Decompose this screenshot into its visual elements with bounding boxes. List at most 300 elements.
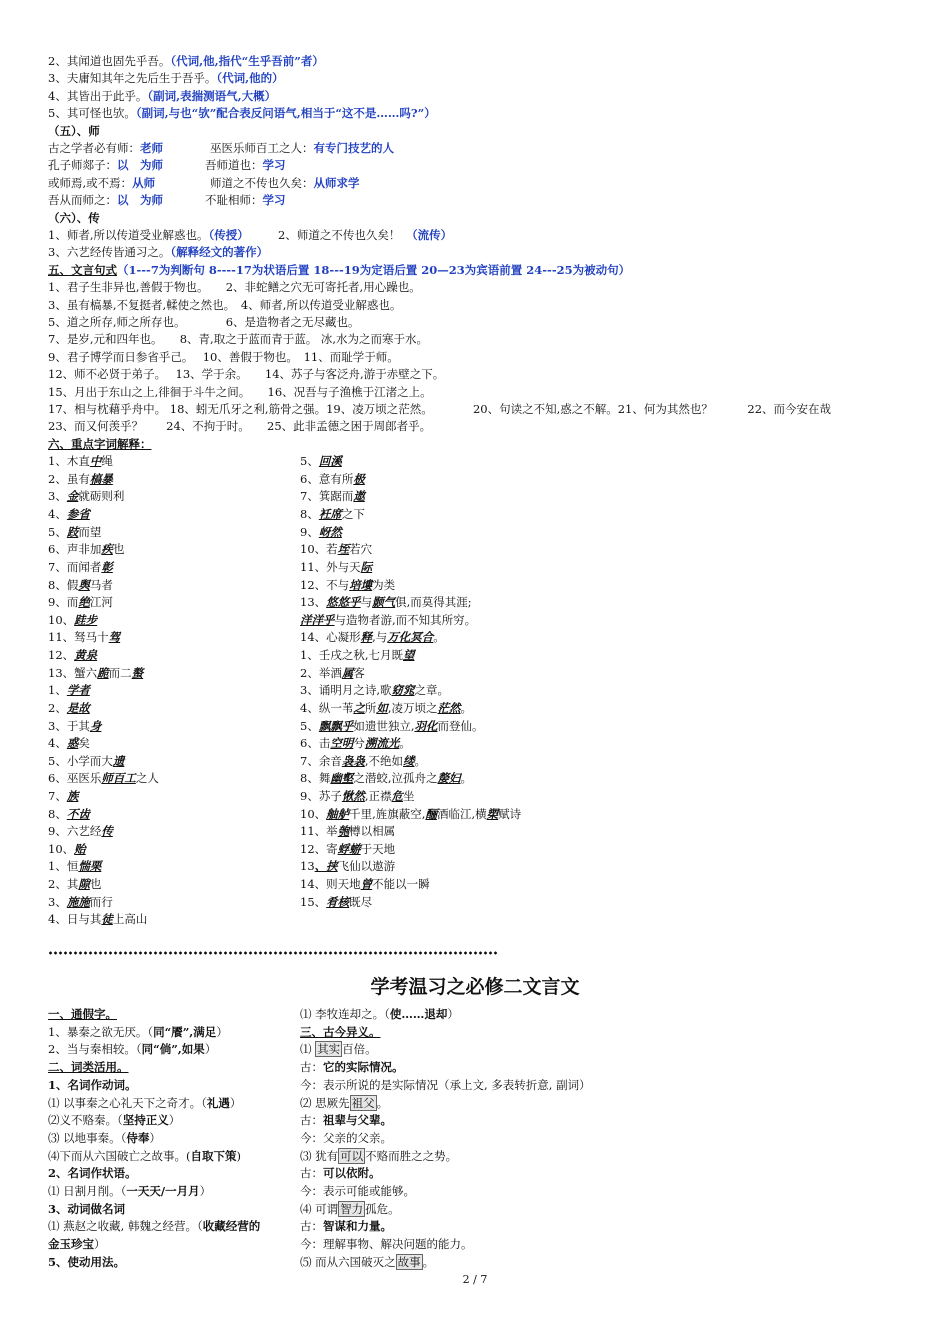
keyword: 黄泉 bbox=[74, 648, 98, 663]
keyword-context: 9、而 bbox=[48, 595, 79, 610]
shi-row-b bbox=[210, 140, 394, 157]
section2-tail: ） bbox=[94, 1237, 106, 1252]
keyword-item bbox=[300, 471, 365, 488]
keyword-context: 之人 bbox=[135, 771, 159, 786]
keyword-context: 12、寄 bbox=[300, 841, 338, 856]
section2-text: 古： bbox=[300, 1219, 323, 1234]
keyword-item bbox=[48, 718, 101, 735]
keyword-item bbox=[300, 453, 342, 470]
keyword-context: 1、木直 bbox=[48, 454, 90, 469]
keyword-context: 3、于其 bbox=[48, 718, 90, 733]
keyword: 参省 bbox=[66, 507, 90, 522]
keyword-context: 矣 bbox=[78, 736, 90, 751]
keyword-context: 所 bbox=[364, 700, 377, 715]
section2-tail: ） bbox=[149, 1130, 161, 1145]
keyword-item bbox=[300, 735, 411, 752]
keyword-context: 4、 bbox=[48, 736, 67, 751]
section2-text: 3、动词做名词 bbox=[48, 1201, 126, 1216]
keyword: 幽壑 bbox=[330, 771, 354, 786]
usage-note: （代词,他,指代“生乎吾前”者） bbox=[170, 54, 324, 68]
keyword-item bbox=[48, 735, 90, 752]
keyword-context: 也 bbox=[89, 877, 102, 892]
keyword-context: 3、 bbox=[48, 894, 67, 909]
keyword-context: 6、击 bbox=[300, 736, 331, 751]
keyword-item bbox=[48, 453, 113, 470]
section2-text: 金玉珍宝 bbox=[48, 1237, 94, 1252]
keyword-context: 10、 bbox=[48, 612, 75, 627]
shi-example: 孔子师郯子： bbox=[48, 158, 117, 173]
section2-line bbox=[48, 1112, 180, 1129]
section2-text: 今：父亲的父亲。 bbox=[300, 1130, 392, 1145]
keyword-context: 江河 bbox=[89, 595, 113, 610]
section2-tail: ） bbox=[199, 1184, 212, 1198]
section2-tail: ） bbox=[229, 1095, 242, 1110]
section2-text: 古： bbox=[300, 1166, 323, 1181]
section2-text: 今：表示可能或能够。 bbox=[300, 1184, 415, 1198]
section2-line bbox=[48, 1130, 161, 1147]
shi-example: 或师焉,或不焉： bbox=[48, 175, 133, 190]
section2-line bbox=[300, 1201, 400, 1218]
usage-line bbox=[48, 70, 284, 87]
keyword-context: 兮 bbox=[353, 736, 365, 751]
sentence-line bbox=[48, 279, 421, 296]
keyword: 遗 bbox=[112, 753, 125, 768]
keyword-item bbox=[48, 700, 90, 717]
keyword-item bbox=[300, 806, 521, 823]
keyword-context: 5、 bbox=[300, 454, 319, 469]
keyword: 之 bbox=[353, 700, 365, 715]
keyword: 遨 bbox=[353, 489, 365, 504]
keyword-item bbox=[300, 858, 395, 875]
keyword: 惴栗 bbox=[78, 859, 102, 874]
keyword-context: 2、举酒 bbox=[300, 665, 342, 680]
keyword-item bbox=[300, 823, 395, 840]
keyword: 绝 bbox=[78, 595, 90, 610]
keyword-context: 若穴 bbox=[349, 542, 373, 557]
highlighted-term: 其实 bbox=[317, 1042, 341, 1057]
section2-tail: 。 bbox=[376, 1095, 389, 1110]
chuan-line bbox=[278, 227, 452, 244]
section2-line bbox=[48, 1006, 117, 1023]
keyword-context: 5、 bbox=[48, 524, 67, 539]
sentence-line bbox=[48, 384, 432, 401]
keyword: 溯流光 bbox=[364, 736, 400, 751]
section2-text: 古： bbox=[300, 1113, 323, 1128]
keyword-context: 如遗世独立, bbox=[353, 718, 415, 733]
keyword-item bbox=[300, 647, 414, 664]
section2-text: ⑷下而从六国破亡之故事。( bbox=[48, 1148, 191, 1163]
section-heading bbox=[48, 210, 100, 227]
section2-text: ⑶ 以地事秦。（ bbox=[48, 1130, 127, 1145]
sentence-line bbox=[48, 366, 444, 383]
keyword: 槊 bbox=[486, 806, 499, 821]
keyword-item bbox=[300, 559, 372, 576]
keyword-item bbox=[48, 524, 101, 541]
keyword-context: 。 bbox=[399, 736, 411, 751]
keyword-item bbox=[300, 718, 483, 735]
keyword-item bbox=[300, 524, 342, 541]
keyword-context: 俱,而莫得其涯; bbox=[395, 595, 472, 610]
section2-answer: 侍奉 bbox=[126, 1130, 150, 1145]
keyword-context: 9、苏子 bbox=[300, 788, 342, 803]
keyword: 缕 bbox=[402, 753, 415, 768]
section2-line bbox=[300, 1077, 591, 1094]
keyword-context: 而望 bbox=[78, 524, 102, 539]
section2-line bbox=[300, 1024, 381, 1041]
keyword-item bbox=[300, 788, 414, 805]
keyword-context: 1、恒 bbox=[48, 859, 79, 874]
usage-sentence: 3、夫庸知其年之先后生于吾乎。 bbox=[48, 71, 217, 86]
keyword: 跂 bbox=[66, 524, 79, 539]
section2-line bbox=[48, 1254, 125, 1271]
sentence-line bbox=[48, 314, 360, 331]
section-heading bbox=[48, 123, 100, 140]
section2-text: ⑴ 李牧连却之。（ bbox=[300, 1007, 390, 1021]
keyword: 徒 bbox=[101, 912, 113, 927]
shi-answer: 学习 bbox=[262, 158, 286, 173]
keyword: 窈窕 bbox=[391, 683, 415, 698]
section2-line bbox=[300, 1006, 459, 1023]
keyword-context: 6、意有所 bbox=[300, 471, 354, 486]
keyword-context: 10、 bbox=[300, 806, 327, 821]
section2-answer: 它的实际情况。 bbox=[323, 1060, 404, 1075]
sentence-note: （1---7为判断句 8----17为状语后置 18---19为定语后置 20—23为宾语前置 24---25为被动句） bbox=[117, 262, 631, 277]
keyword: 舳舻 bbox=[326, 806, 350, 821]
sentence-text: 23、而又何羡乎？ 24、不拘于时。 25、此非孟德之困于周郎者乎。 bbox=[48, 419, 432, 434]
keyword-context: 赋诗 bbox=[498, 806, 522, 821]
heading-text: 五、文言句式 bbox=[48, 262, 117, 277]
keyword: 身 bbox=[89, 718, 102, 733]
chuan-example: 3、六艺经传皆通习之。 bbox=[48, 245, 171, 260]
keyword: 际 bbox=[360, 559, 373, 574]
keyword-context: 11、外与天 bbox=[300, 559, 361, 574]
section2-line bbox=[300, 1218, 392, 1235]
keyword-context: 7、 bbox=[48, 788, 67, 803]
sentence-text: 15、月出于东山之上,徘徊于斗牛之间。 16、况吾与子渔樵于江渚之上。 bbox=[48, 384, 432, 399]
keyword-context: 坐 bbox=[402, 788, 415, 803]
keyword: 酾 bbox=[425, 806, 437, 821]
chuan-line bbox=[48, 244, 268, 261]
section2-text: ⑴ 以事秦之心礼天下之奇才。（ bbox=[48, 1095, 207, 1110]
keyword: 望 bbox=[402, 648, 415, 663]
keyword-item bbox=[48, 665, 143, 682]
shi-row-a bbox=[48, 192, 163, 209]
section2-text: ⑴ 燕赵之收藏, 韩魏之经营。（ bbox=[48, 1219, 203, 1234]
keyword-context: 上高山 bbox=[112, 912, 148, 927]
keyword-item bbox=[48, 594, 113, 611]
sentence-text: 3、虽有槁暴,不复挺者,輮使之然也。 4、师者,所以传道受业解惑也。 bbox=[48, 297, 402, 312]
keyword-context: 也 bbox=[112, 542, 125, 557]
section2-line bbox=[48, 1077, 137, 1094]
sentence-text: 1、君子生非异也,善假于物也。 2、非蛇鳝之穴无可寄托者,用心躁也。 bbox=[48, 280, 421, 295]
keyword-context: 2、虽有 bbox=[48, 471, 90, 486]
keyword-context: 3、 bbox=[48, 489, 67, 504]
keyword-item bbox=[48, 629, 120, 646]
keyword-context: 7、而闻者 bbox=[48, 559, 102, 574]
section2-answer: 同“餍”,满足 bbox=[153, 1024, 217, 1039]
keyword-context: 1、壬戌之秋,七月既 bbox=[300, 648, 403, 663]
keyword-item bbox=[48, 559, 113, 576]
section2-line bbox=[300, 1130, 392, 1147]
section2-text: ⑵义不赂秦。（ bbox=[48, 1113, 123, 1128]
section2-tail: ） bbox=[447, 1007, 459, 1021]
keyword-item bbox=[48, 806, 90, 823]
shi-example: 吾师道也： bbox=[205, 158, 263, 173]
keyword: 属 bbox=[341, 665, 354, 680]
keyword: 嫠妇 bbox=[437, 771, 461, 786]
usage-note: （副词,与也“欤”配合表反问语气,相当于“这不是……吗?”） bbox=[135, 106, 436, 121]
keyword-context: 10、 bbox=[48, 841, 75, 856]
keyword-item bbox=[48, 488, 124, 505]
shi-answer: 有专门技艺的人 bbox=[313, 141, 394, 155]
keyword-context: 15、 bbox=[300, 894, 327, 909]
keyword-context: 6、声非加 bbox=[48, 542, 102, 557]
keyword: 如 bbox=[376, 700, 388, 715]
keyword-context: 5、 bbox=[300, 718, 319, 733]
keyword: 、挟 bbox=[314, 859, 338, 874]
keyword-item bbox=[48, 770, 159, 787]
keyword-item bbox=[300, 488, 365, 505]
chuan-example: 2、师道之不传也久矣！ bbox=[278, 228, 401, 242]
keyword-context: 。 bbox=[433, 630, 445, 645]
shi-row-a bbox=[48, 140, 163, 157]
keyword: 槁暴 bbox=[89, 471, 113, 486]
keyword-item bbox=[48, 841, 86, 858]
shi-row-a bbox=[48, 175, 155, 192]
keyword: 师百工 bbox=[101, 771, 136, 786]
section2-answer: 一天天/一月月 bbox=[126, 1184, 200, 1198]
keyword-context: 绳 bbox=[101, 454, 113, 469]
chuan-example: 1、师者,所以传道受业解惑也。 bbox=[48, 228, 209, 242]
keyword: 跪 bbox=[97, 665, 109, 680]
keyword-context: 。 bbox=[414, 753, 426, 768]
keyword-context: 马者 bbox=[89, 577, 113, 592]
keyword-item bbox=[300, 594, 472, 611]
usage-note: （副词,表揣测语气,大概） bbox=[147, 88, 277, 103]
keyword: 跬步 bbox=[74, 612, 98, 627]
keyword-item bbox=[300, 541, 372, 558]
section2-text: 2、当与秦相较。（ bbox=[48, 1042, 142, 1057]
keyword: 衽席 bbox=[318, 507, 342, 522]
shi-example: 古之学者必有师： bbox=[48, 141, 140, 155]
sentence-heading bbox=[48, 262, 630, 279]
keyword-context: 13、 bbox=[300, 595, 327, 610]
keyword-context: 13、蟹六 bbox=[48, 665, 98, 680]
keyword-heading bbox=[48, 436, 152, 453]
section2-answer: 可以依附。 bbox=[323, 1166, 381, 1181]
keyword-context: 与 bbox=[360, 595, 373, 610]
shi-row-b bbox=[205, 192, 286, 209]
shi-example: 师道之不传也久矣： bbox=[210, 175, 314, 190]
keyword: 学者 bbox=[66, 683, 90, 698]
keyword-item bbox=[300, 682, 449, 699]
shi-answer: 学习 bbox=[262, 193, 286, 208]
keyword-context: 樽以相属 bbox=[349, 824, 396, 839]
keyword-context: 而行 bbox=[89, 894, 113, 909]
keyword: 金 bbox=[66, 489, 79, 504]
keyword: 危 bbox=[391, 788, 403, 803]
section2-tail: 不赂而胜之之势。 bbox=[365, 1148, 458, 1163]
keyword-context: 5、小学而大 bbox=[48, 753, 113, 768]
keyword-context: 8、舞 bbox=[300, 771, 331, 786]
section2-text: 今：表示所说的是实际情况（承上文, 多表转折意, 副词） bbox=[300, 1077, 591, 1092]
keyword-item bbox=[48, 612, 97, 629]
keyword: 蜉蝣 bbox=[337, 841, 361, 856]
keyword-context: 8、假 bbox=[48, 577, 79, 592]
shi-answer: 以 为师 bbox=[117, 158, 163, 173]
section2-text: 今：理解事物、解决问题的能力。 bbox=[300, 1237, 473, 1252]
keyword: 愀然 bbox=[341, 788, 365, 803]
chuan-line bbox=[48, 227, 249, 244]
page-number: 2 / 7 bbox=[462, 1273, 488, 1286]
sentence-line bbox=[48, 401, 831, 418]
keyword-item bbox=[300, 894, 372, 911]
sentence-line bbox=[48, 418, 431, 435]
keyword-context: 不能以一瞬 bbox=[372, 877, 430, 892]
shi-row-a bbox=[48, 157, 163, 174]
section2-text: 1、名词作动词。 bbox=[48, 1077, 137, 1092]
keyword-item bbox=[48, 788, 78, 805]
keyword-item bbox=[48, 647, 97, 664]
keyword-context: 既尽 bbox=[349, 894, 373, 909]
keyword: 舆 bbox=[78, 577, 90, 592]
keyword-context: 为类 bbox=[372, 577, 396, 592]
keyword-item bbox=[48, 682, 90, 699]
keyword-item bbox=[48, 911, 147, 928]
section2-line bbox=[300, 1095, 388, 1112]
keyword: 垤 bbox=[337, 542, 350, 557]
section2-text: ⑴ bbox=[300, 1042, 316, 1057]
keyword-context: 。 bbox=[460, 771, 472, 786]
keyword: 匏 bbox=[337, 824, 350, 839]
usage-sentence: 2、其闻道也固先乎吾。 bbox=[48, 54, 171, 68]
keyword: 隙 bbox=[78, 877, 90, 892]
section2-line bbox=[300, 1254, 434, 1271]
section2-text: ⑶ 犹有 bbox=[300, 1148, 339, 1163]
section2-answer: 使……退却 bbox=[389, 1007, 448, 1021]
keyword-item bbox=[48, 471, 113, 488]
section2-answer: 祖辈与父辈。 bbox=[323, 1113, 392, 1128]
section2-text: ⑵ 思厥先 bbox=[300, 1095, 350, 1110]
section2-line bbox=[48, 1024, 228, 1041]
keyword: 释 bbox=[360, 630, 373, 645]
keyword: 惑 bbox=[66, 736, 79, 751]
keyword: 彰 bbox=[101, 559, 113, 574]
keyword-item bbox=[300, 770, 472, 787]
keyword: 羽化 bbox=[414, 718, 438, 733]
section2-line bbox=[300, 1183, 415, 1200]
sentence-line bbox=[48, 297, 401, 314]
keyword-context: 14、心凝形 bbox=[300, 630, 361, 645]
section2-tail: ） bbox=[216, 1024, 228, 1039]
shi-example: 不耻相师： bbox=[205, 193, 263, 208]
section2-line bbox=[300, 1112, 392, 1129]
section2-text: ⑷ 可谓 bbox=[300, 1201, 339, 1216]
section2-line bbox=[300, 1165, 381, 1182]
section2-text: ⑸ 而从六国破灭之 bbox=[300, 1254, 396, 1269]
highlighted-term: 故事 bbox=[397, 1254, 421, 1269]
keyword-context: 9、六艺经 bbox=[48, 824, 102, 839]
section2-answer: 礼遇 bbox=[206, 1095, 230, 1110]
section2-line bbox=[48, 1095, 241, 1112]
keyword-context: ,凌万顷之 bbox=[387, 700, 438, 715]
keyword-context: ,正襟 bbox=[364, 788, 392, 803]
keyword-context: 12、 bbox=[48, 648, 75, 663]
section2-line bbox=[300, 1059, 404, 1076]
keyword-item bbox=[300, 629, 445, 646]
keyword-item bbox=[48, 753, 124, 770]
keyword-item bbox=[300, 506, 365, 523]
keyword: 曾 bbox=[360, 877, 373, 892]
keyword: 肴核 bbox=[326, 894, 350, 909]
section2-tail: ) bbox=[236, 1148, 241, 1163]
keyword-context: 1、 bbox=[48, 683, 67, 698]
section2-text: 古： bbox=[300, 1060, 323, 1075]
sentence-text: 17、相与枕藉乎舟中。 18、蚓无爪牙之利,筋骨之强。19、凌万顷之茫然。 20、句读之不知,惑之不解。21、何为其然也？ 22、而今安在哉 bbox=[48, 402, 832, 416]
keyword-context: 7、余音 bbox=[300, 753, 342, 768]
shi-example: 巫医乐师百工之人： bbox=[210, 141, 314, 155]
keyword-context: 。 bbox=[460, 700, 472, 715]
heading-text: （六）、传 bbox=[48, 210, 100, 225]
keyword-item bbox=[48, 823, 113, 840]
highlighted-term: 智力 bbox=[340, 1201, 364, 1216]
keyword: 不齿 bbox=[66, 806, 90, 821]
keyword-item bbox=[48, 876, 101, 893]
usage-line bbox=[48, 105, 436, 122]
keyword: 是故 bbox=[66, 700, 90, 715]
section2-line bbox=[300, 1236, 473, 1253]
keyword-context: 14、则天地 bbox=[300, 877, 361, 892]
section-title: 学考温习之必修二文言文 bbox=[370, 976, 580, 998]
section2-line bbox=[48, 1201, 125, 1218]
section2-tail: ） bbox=[204, 1042, 217, 1057]
keyword: 洋洋乎 bbox=[300, 612, 335, 627]
shi-example: 吾从而师之： bbox=[48, 193, 117, 208]
sentence-text: 7、是岁,元和四年也。 8、青,取之于蓝而青于蓝。 冰,水为之而寒于水。 bbox=[48, 332, 429, 347]
keyword-context: ,与 bbox=[372, 630, 388, 645]
keyword: 培塿 bbox=[349, 577, 373, 592]
keyword: 飘飘乎 bbox=[318, 718, 354, 733]
keyword: 驾 bbox=[108, 630, 121, 645]
highlighted-term: 祖父 bbox=[351, 1095, 375, 1110]
section2-answer: 收藏经营的 bbox=[202, 1219, 261, 1234]
usage-line bbox=[48, 53, 324, 70]
keyword-context: 之下 bbox=[341, 507, 365, 522]
keyword-context: 就砺则利 bbox=[78, 489, 125, 504]
keyword: 中 bbox=[89, 454, 102, 469]
keyword: 万化冥合 bbox=[387, 630, 434, 645]
section2-line bbox=[48, 1183, 211, 1200]
sentence-line bbox=[48, 349, 399, 366]
keyword: 空明 bbox=[330, 736, 354, 751]
keyword-context: 而登仙。 bbox=[437, 718, 484, 733]
section2-line bbox=[300, 1148, 457, 1165]
section2-tail: ） bbox=[168, 1113, 181, 1128]
keyword-context: 12、不与 bbox=[300, 577, 350, 592]
keyword-context: 之章。 bbox=[414, 683, 449, 698]
section2-line bbox=[48, 1059, 129, 1076]
keyword-context: 4、 bbox=[48, 507, 67, 522]
keyword: 贻 bbox=[74, 841, 86, 856]
section2-line bbox=[48, 1041, 216, 1058]
keyword-context: 与造物者游,而不知其所穷。 bbox=[334, 612, 477, 627]
keyword-item bbox=[48, 894, 113, 911]
section2-text: 二、词类活用。 bbox=[48, 1060, 129, 1075]
section2-text: 1、暴秦之欲无厌。（ bbox=[48, 1024, 154, 1039]
shi-answer: 从师 bbox=[132, 175, 156, 190]
keyword: 颢气 bbox=[372, 595, 396, 610]
usage-sentence: 4、其皆出于此乎。 bbox=[48, 88, 148, 103]
